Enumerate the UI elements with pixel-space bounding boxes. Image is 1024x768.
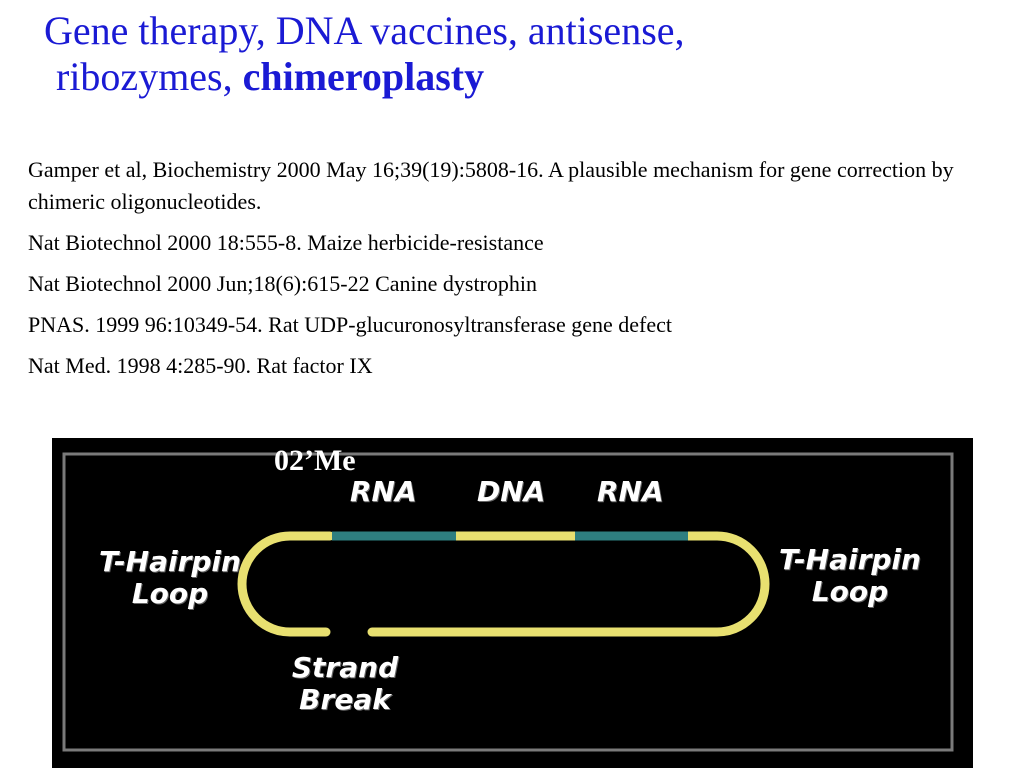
reference-item: Gamper et al, Biochemistry 2000 May 16;39(19):5808-16. A plausible mechanism for gene correction by chimeric oligonucleotides.: [28, 157, 954, 214]
title-line-2-plain: ribozymes,: [56, 54, 243, 99]
slide-title: [44, 8, 804, 100]
title-line-1: Gene therapy, DNA vaccines, antisense,: [44, 8, 685, 53]
title-line-2: [44, 54, 804, 100]
ome-label: 02’Me: [274, 444, 356, 477]
reference-item: Nat Biotechnol 2000 Jun;18(6):615-22 Canine dystrophin: [28, 271, 537, 296]
right-hairpin-loop: [372, 536, 765, 632]
strand-break-label: Strand Break: [291, 651, 399, 716]
title-line-2-bold: chimeroplasty: [242, 54, 485, 99]
right-loop-label: T-Hairpin Loop: [779, 543, 921, 608]
reference-list: [28, 154, 988, 391]
left-hairpin-loop: [242, 536, 330, 632]
reference-item: Nat Med. 1998 4:285-90. Rat factor IX: [28, 353, 373, 378]
reference-item: Nat Biotechnol 2000 18:555-8. Maize herbicide-resistance: [28, 230, 544, 255]
rna-label-left: RNA: [350, 475, 417, 508]
left-loop-label: T-Hairpin Loop: [99, 545, 241, 610]
rna-label-right: RNA: [597, 475, 664, 508]
dna-label: DNA: [477, 475, 546, 508]
reference-item: PNAS. 1999 96:10349-54. Rat UDP-glucuronosyltransferase gene defect: [28, 312, 672, 337]
chimeric-oligonucleotide-diagram: [52, 438, 973, 768]
